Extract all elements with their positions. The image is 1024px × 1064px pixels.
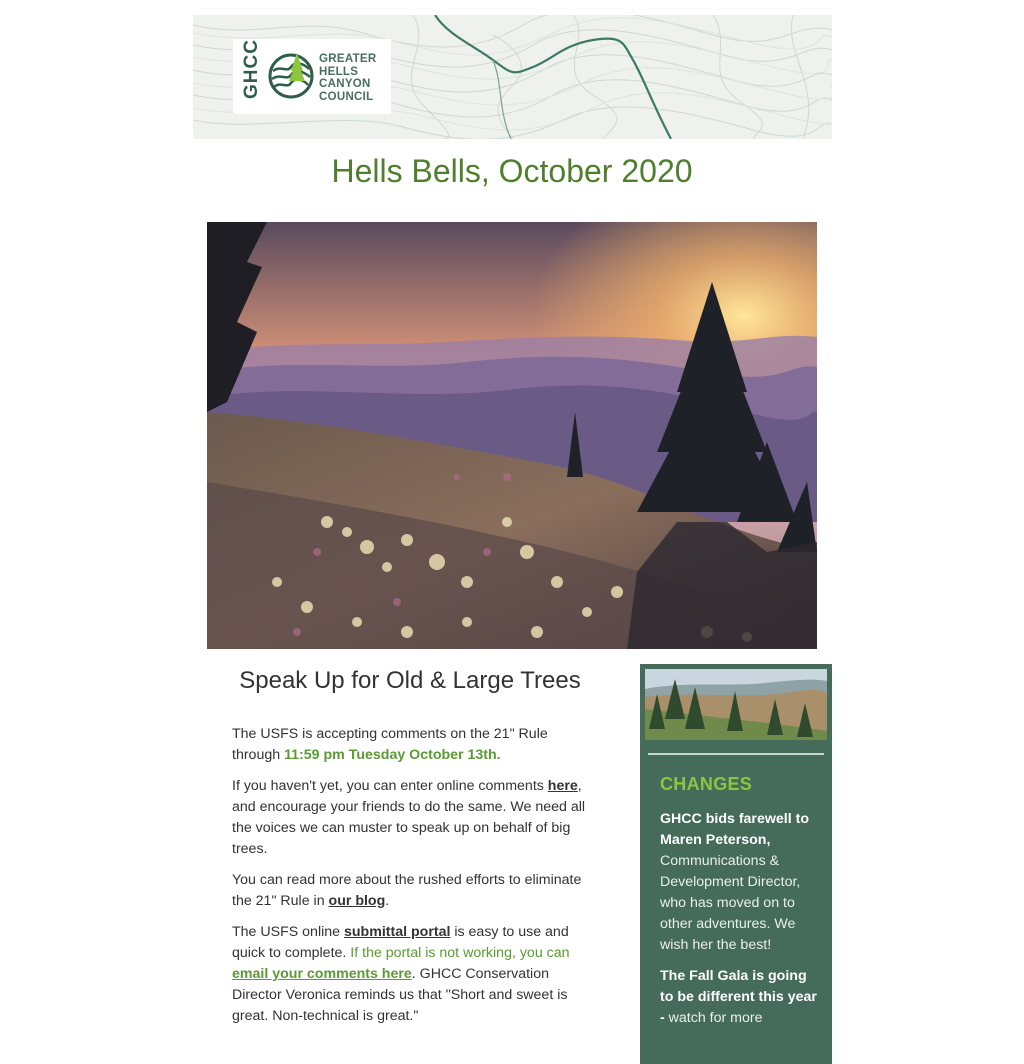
hero-image-canyon-sunset: [207, 222, 817, 649]
sidebar-heading: CHANGES: [660, 774, 753, 794]
article-paragraph-2: If you haven't yet, you can enter online comments here, and encourage your friends to do the same. We need all the voices we can muster to speak up on behalf of big trees.: [232, 778, 586, 857]
comments-here-link[interactable]: here: [547, 778, 578, 794]
newsletter-title: Hells Bells, October 2020: [331, 153, 693, 189]
sidebar-image-forest: [645, 669, 827, 740]
header-banner: [193, 15, 832, 139]
sidebar-item-farewell: GHCC bids farewell to Maren Peterson, Communications & Development Director, who has moved on to other adventures. We wish her the best!: [660, 811, 809, 953]
logo-wordmark: GREATER HELLS CANYON COUNCIL: [319, 53, 377, 103]
sidebar-divider: [648, 753, 824, 755]
sidebar-item-fall-gala: The Fall Gala is going to be different this year - watch for more: [660, 968, 817, 1026]
submittal-portal-link[interactable]: submittal portal: [343, 924, 451, 940]
article-paragraph-3: You can read more about the rushed efforts to eliminate the 21" Rule in our blog.: [232, 872, 582, 909]
article-speak-up: [232, 664, 592, 1037]
sidebar-content: [660, 774, 820, 1039]
article-paragraph-1: The USFS is accepting comments on the 21" Rule through 11:59 pm Tuesday October 13th.: [232, 726, 548, 763]
canyon-tree-icon: [267, 51, 315, 101]
email-comments-link[interactable]: email your comments here: [232, 966, 412, 982]
sidebar-changes: [640, 664, 832, 1064]
deadline-highlight: 11:59 pm Tuesday October 13th.: [284, 747, 501, 763]
our-blog-link[interactable]: our blog: [328, 893, 386, 909]
logo-abbrev: GHCC: [241, 39, 262, 99]
article-paragraph-4: The USFS online submittal portal is easy to use and quick to complete. If the portal is not working, you can email your comments here. GHCC Conservation Director Veronica reminds us that "Short and sweet is great. Non-technical is great.": [232, 924, 570, 1024]
article-heading: Speak Up for Old & Large Trees: [239, 667, 581, 694]
ghcc-logo[interactable]: [233, 39, 391, 114]
